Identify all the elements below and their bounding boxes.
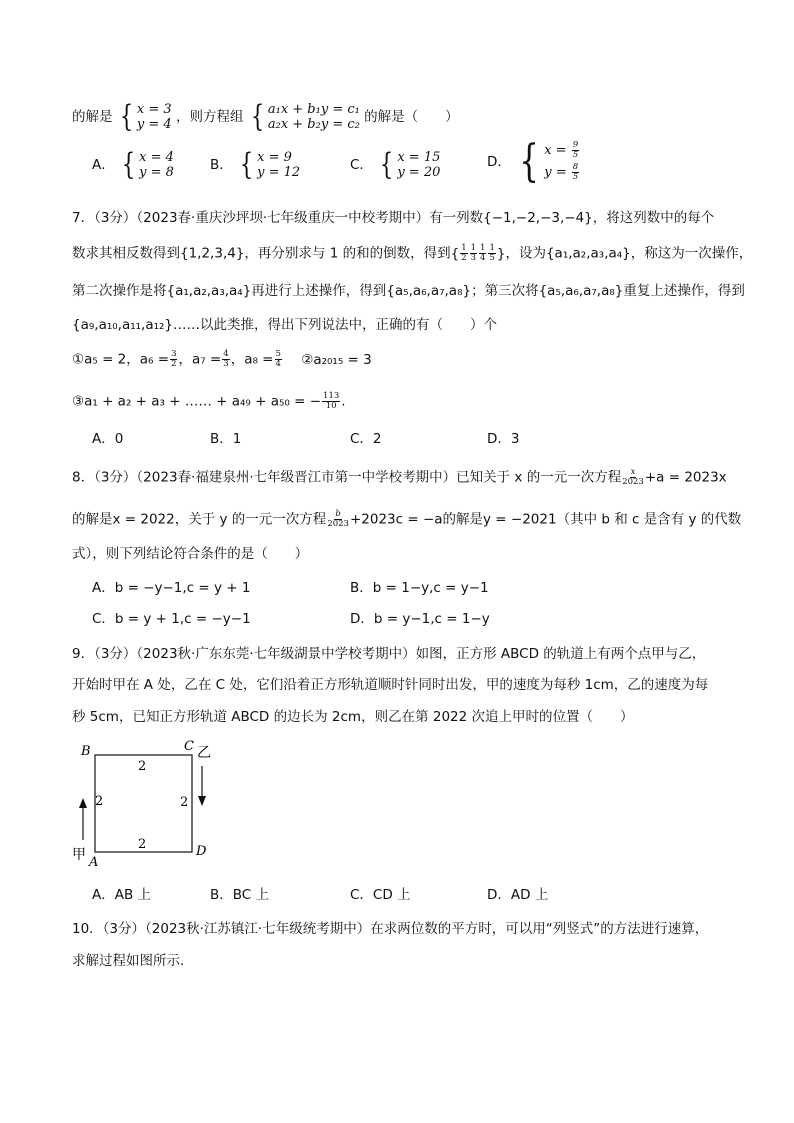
q7-option-a[interactable]: A．0: [92, 431, 124, 447]
q7-option-b[interactable]: B．1: [210, 431, 242, 447]
side-label-left: 2: [95, 794, 104, 809]
q9-line-1: 9．（3分）（2023秋·广东东莞·七年级湖景中学校考期中）如图，正方形 ABCD 的轨道上有两个点甲与乙，: [72, 646, 706, 662]
q6-system-2: { a₁x + b₁y = c₁ a₂x + b₂y = c₂: [250, 99, 360, 134]
vertex-label-a: A: [89, 855, 99, 868]
q7-line-3: 第二次操作是将{a₁,a₂,a₃,a₄}再进行上述操作，得到{a₅,a₆,a₇,a₈}；第三次将{a₅,a₆,a₇,a₈}重复上述操作，得到: [72, 283, 745, 299]
q6-option-c[interactable]: C． { x = 15 y = 20: [350, 147, 441, 182]
side-label-top: 2: [138, 759, 147, 774]
vertex-label-c: C: [184, 739, 194, 754]
q6-option-d[interactable]: D． { x = $\frac{9}{5}$ y = $\frac{8}{5}$: [487, 136, 579, 187]
vertex-label-d: D: [196, 844, 207, 859]
q6-stem: 的解是 { x = 3 y = 4 ，则方程组 { a₁x + b₁y = c₁ a₂x + b₂y = c₂ 的解是（ ）: [72, 99, 459, 134]
q8-line-2: 的解是x = 2022，关于 y 的一元一次方程 $\frac{b}{2023}$ +2023c = −a的解是y = −2021（其中 b 和 c 是含有 y 的代数: [72, 509, 742, 529]
q7-option-c[interactable]: C．2: [350, 431, 382, 447]
q9-option-c[interactable]: C．CD 上: [350, 887, 411, 903]
walker-b-label: 乙: [197, 745, 211, 761]
q6-option-b[interactable]: B． { x = 9 y = 12: [210, 147, 301, 182]
q6-option-a[interactable]: A． { x = 4 y = 8: [92, 147, 174, 182]
q7-line-1: 7．（3分）（2023春·重庆沙坪坝·七年级重庆一中校考期中）有一列数{−1,−2,−3,−4}，将这列数中的每个: [72, 210, 715, 226]
q6-system-1: { x = 3 y = 4: [119, 99, 172, 134]
side-label-bottom: 2: [138, 837, 147, 852]
q8-line-1: 8．（3分）（2023春·福建泉州·七年级晋江市第一中学校考期中）已知关于 x 的一元一次方程 $\frac{x}{2023}$ +a = 2023x: [72, 467, 727, 487]
vertex-label-b: B: [81, 744, 91, 759]
q9-line-2: 开始时甲在 A 处，乙在 C 处，它们沿着正方形轨道顺时针同时出发，甲的速度为每秒 1cm，乙的速度为每: [72, 677, 709, 693]
q7-statement-3: ③a₁ + a₂ + a₃ + …… + a₄₉ + a₅₀ = − $\frac{113}{10}$ .: [72, 391, 346, 411]
q9-option-b[interactable]: B．BC 上: [210, 887, 270, 903]
q7-statement-1-2: ①a₅ = 2，a₆ = $\frac{3}{2}$ ，a₇ = $\frac{4}{3}$ ，a₈ = $\frac{5}{4}$ ②a₂₀₁₅ = 3: [72, 349, 372, 369]
q8-option-c[interactable]: C．b = y + 1,c = −y−1: [92, 611, 251, 627]
q9-square-figure: [68, 738, 218, 868]
q8-line-3: 式），则下列结论符合条件的是（ ）: [72, 546, 309, 562]
side-label-right: 2: [180, 795, 189, 810]
q7-option-d[interactable]: D．3: [487, 431, 520, 447]
q7-line-4: {a₉,a₁₀,a₁₁,a₁₂}……以此类推，得出下列说法中，正确的有（ ）个: [72, 317, 498, 333]
q7-line-2: 数求其相反数得到{1,2,3,4}，再分别求与 1 的和的倒数，得到{ $\frac{1}{2}$ $\frac{1}{3}$ $\frac{1}{4}$ $\frac{1}{5}$ }，设为{a₁,a₂,a₃,a₄}，称这为一次操作，: [72, 243, 753, 263]
walker-a-label: 甲: [72, 847, 86, 863]
q8-option-d[interactable]: D．b = y−1,c = 1−y: [350, 611, 490, 627]
q9-option-a[interactable]: A．AB 上: [92, 887, 152, 903]
q10-line-1: 10．（3分）（2023秋·江苏镇江·七年级统考期中）在求两位数的平方时，可以用“列竖式”的方法进行速算，: [72, 921, 709, 937]
q9-option-d[interactable]: D．AD 上: [487, 887, 549, 903]
q8-option-a[interactable]: A．b = −y−1,c = y + 1: [92, 580, 251, 596]
q9-line-3: 秒 5cm，已知正方形轨道 ABCD 的边长为 2cm，则乙在第 2022 次追上甲时的位置（ ）: [72, 709, 634, 725]
q10-line-2: 求解过程如图所示．: [72, 953, 194, 969]
q8-option-b[interactable]: B．b = 1−y,c = y−1: [350, 580, 489, 596]
